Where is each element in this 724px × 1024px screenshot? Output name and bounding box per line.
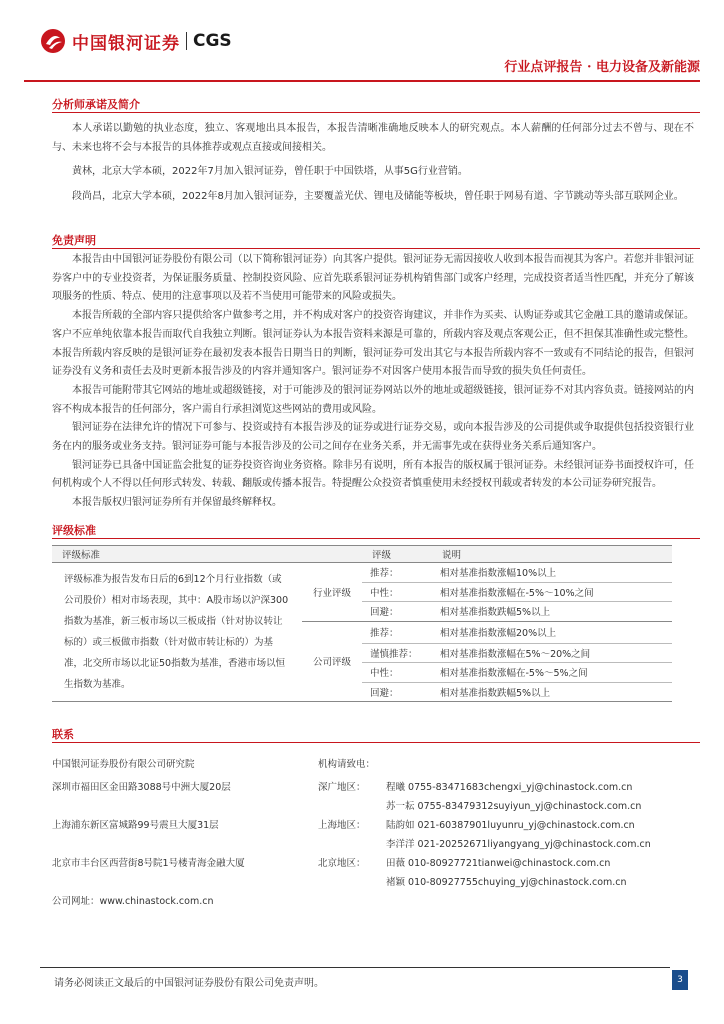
- analyst-bio-duan: 段尚昌，北京大学本硕，2022年8月加入银河证券，主要覆盖光伏、锂电及储能等板块，曾任职于网易有道、字节跳动等头部互联网企业。: [72, 190, 684, 202]
- org-contact-label: 机构请致电：: [318, 759, 376, 770]
- disclaimer-section-title: 免责声明: [52, 234, 96, 247]
- header-rating: 评级: [302, 546, 432, 563]
- region-label-beijing: 北京地区：: [318, 858, 366, 869]
- footer-divider: [40, 967, 670, 968]
- contact-email-link[interactable]: 陆韵如 021-60387901luyunru_yj@chinastock.com.cn: [386, 820, 635, 831]
- rating-label: 推荐：: [362, 563, 432, 583]
- disclaimer-section-divider: [52, 248, 700, 249]
- rating-explain: 相对基准指数涨幅在-5%～10%之间: [432, 582, 672, 602]
- office-address-shanghai: 上海浦东新区富城路99号震旦大厦31层: [52, 820, 219, 831]
- rating-explain: 相对基准指数跌幅5%以上: [432, 602, 672, 622]
- disclaimer-paragraph: 本报告所载的全部内容只提供给客户做参考之用，并不构成对客户的投资咨询建议，并非作为买卖、认购证券或其它金融工具的邀请或保证。客户不应单纯依靠本报告而取代自我独立判断。银河证券认为本报告资料来源是可靠的，所载内容及观点客观公正，但不担保其准确性或完整性。本报告所载内容反映的是银河证券在最初发表本报告日期当日的判断，银河证券可发出其它与本报告所载内容不一致或有不同结论的报告，但银河证券没有义务和责任去及时更新本报告涉及的内容并通知客户。银河证券不对因客户使用本报告而导致的损失负任何责任。: [52, 310, 694, 378]
- rating-section-divider: [52, 538, 700, 539]
- company-name: 中国银河证券股份有限公司研究院: [52, 759, 195, 770]
- rating-label: 中性：: [362, 582, 432, 602]
- logo-abbr: CGS: [193, 31, 232, 51]
- region-label-shanghai: 上海地区：: [318, 820, 366, 831]
- analyst-bio-huang: 黄林，北京大学本硕，2022年7月加入银河证券，曾任职于中国铁塔，从事5G行业营销。: [72, 166, 468, 177]
- rating-label: 推荐：: [362, 621, 432, 643]
- rating-label: 中性：: [362, 663, 432, 683]
- logo-name: 中国银河证券: [72, 33, 180, 54]
- header-standard: 评级标准: [52, 546, 302, 563]
- analyst-commitment: 本人承诺以勤勉的执业态度，独立、客观地出具本报告，本报告清晰准确地反映本人的研究观点。本人薪酬的任何部分过去不曾与、现在不与、未来也将不会与本报告的具体推荐或观点直接或间接相关。: [52, 123, 694, 153]
- document-type: 行业点评报告 · 电力设备及新能源: [504, 60, 700, 75]
- disclaimer-paragraph: 银河证券在法律允许的情况下可参与、投资或持有本报告涉及的证券或进行证券交易，或向本报告涉及的公司提供或争取提供包括投资银行业务在内的服务或业务支持。银河证券可能与本报告涉及的公司之间存在业务关系，并无需事先或在获得业务关系后通知客户。: [52, 422, 694, 453]
- header-explain: 说明: [432, 546, 672, 563]
- company-rating-category: 公司评级: [302, 621, 362, 702]
- industry-rating-category: 行业评级: [302, 563, 362, 622]
- rating-explain: 相对基准指数涨幅在-5%～5%之间: [432, 663, 672, 683]
- contact-email-link[interactable]: 褚颖 010-80927755chuying_yj@chinastock.com.cn: [386, 877, 627, 888]
- rating-label: 谨慎推荐：: [362, 643, 432, 663]
- logo-separator: [186, 32, 187, 50]
- contact-email-link[interactable]: 苏一耘 0755-83479312suyiyun_yj@chinastock.com.cn: [386, 801, 642, 812]
- contact-section-divider: [52, 742, 700, 743]
- rating-explain: 相对基准指数涨幅10%以上: [432, 563, 672, 583]
- rating-explain: 相对基准指数涨幅在5%～20%之间: [432, 643, 672, 663]
- rating-explain: 相对基准指数涨幅20%以上: [432, 621, 672, 643]
- footer-disclaimer-note: 请务必阅读正文最后的中国银河证券股份有限公司免责声明。: [54, 978, 324, 989]
- office-address-shenzhen: 深圳市福田区金田路3088号中洲大厦20层: [52, 782, 231, 793]
- page-number: 3: [672, 970, 688, 990]
- rating-table-header: [52, 546, 672, 563]
- rating-standard-description: 评级标准为报告发布日后的6到12个月行业指数（或公司股价）相对市场表现，其中：A股市场以沪深300指数为基准，新三板市场以三板成指（针对协议转让标的）或三板做市指数（针对做市转让标的）为基准，北交所市场以北证50指数为基准，香港市场以恒生指数为基准。: [52, 563, 302, 702]
- office-address-beijing: 北京市丰台区西营街8号院1号楼青海金融大厦: [52, 858, 245, 869]
- rating-section-title: 评级标准: [52, 524, 96, 537]
- analyst-section-body: [52, 120, 694, 206]
- contact-email-link[interactable]: 程曦 0755-83471683chengxi_yj@chinastock.com.cn: [386, 782, 633, 793]
- contact-section-title: 联系: [52, 728, 74, 741]
- disclaimer-paragraph: 本报告版权归银河证券所有并保留最终解释权。: [72, 497, 282, 509]
- contact-email-link[interactable]: 李洋洋 021-20252671liyangyang_yj@chinastock.com.cn: [386, 839, 651, 850]
- disclaimer-body: [52, 251, 694, 513]
- disclaimer-paragraph: 本报告可能附带其它网站的地址或超级链接，对于可能涉及的银河证券网站以外的地址或超级链接，银河证券不对其内容负责。链接网站的内容不构成本报告的任何部分，客户需自行承担浏览这些网站的费用或风险。: [52, 384, 694, 415]
- region-label-shenzhen: 深广地区：: [318, 782, 366, 793]
- company-logo: [40, 28, 232, 54]
- logo-mark-icon: [40, 28, 66, 54]
- rating-table: [52, 545, 672, 702]
- rating-explain: 相对基准指数跌幅5%以上: [432, 682, 672, 702]
- disclaimer-paragraph: 银河证券已具备中国证监会批复的证券投资咨询业务资格。除非另有说明，所有本报告的版权属于银河证券。未经银河证券书面授权许可，任何机构或个人不得以任何形式转发、转载、翻版或传播本报告。特提醒公众投资者慎重使用未经授权刊载或者转发的本公司证券研究报告。: [52, 459, 694, 490]
- rating-label: 回避：: [362, 602, 432, 622]
- analyst-section-divider: [52, 112, 700, 113]
- table-row: [52, 563, 672, 583]
- rating-label: 回避：: [362, 682, 432, 702]
- analyst-section-title: 分析师承诺及简介: [52, 98, 140, 111]
- header-divider: [24, 80, 700, 82]
- contact-email-link[interactable]: 田薇 010-80927721tianwei@chinastock.com.cn: [386, 858, 611, 869]
- company-website[interactable]: 公司网址：www.chinastock.com.cn: [52, 896, 214, 907]
- disclaimer-paragraph: 本报告由中国银河证券股份有限公司（以下简称银河证券）向其客户提供。银河证券无需因接收人收到本报告而视其为客户。若您并非银河证券客户中的专业投资者，为保证服务质量、控制投资风险、应首先联系银河证券机构销售部门或客户经理，完成投资者适当性匹配，并充分了解该项服务的性质、特点、使用的注意事项以及若不当使用可能带来的风险或损失。: [52, 254, 694, 303]
